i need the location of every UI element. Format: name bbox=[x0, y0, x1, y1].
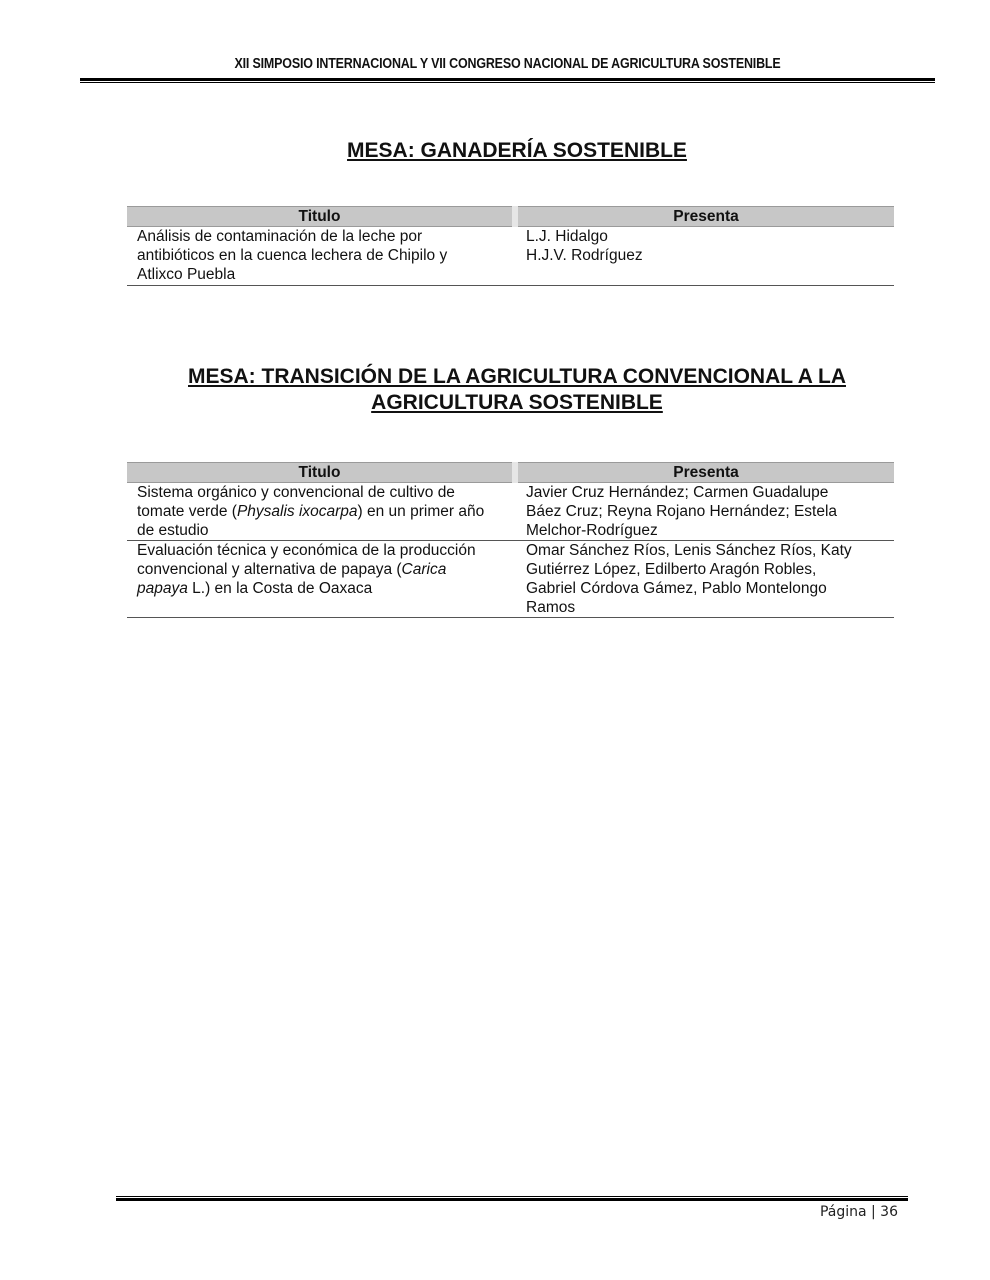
species-name: Physalis ixocarpa bbox=[236, 503, 358, 520]
titulo-line: Sistema orgánico y convencional de cultivo de bbox=[137, 484, 455, 501]
column-header-titulo: Titulo bbox=[127, 463, 515, 483]
cell-presenta bbox=[515, 483, 894, 541]
cell-titulo bbox=[127, 483, 515, 541]
cell-titulo bbox=[127, 541, 515, 618]
titulo-line bbox=[137, 502, 509, 521]
running-header: XII SIMPOSIO INTERNACIONAL Y VII CONGRESO NACIONAL DE AGRICULTURA SOSTENIBLE bbox=[234, 56, 781, 72]
species-name: Carica bbox=[401, 561, 447, 578]
table-row bbox=[127, 541, 894, 618]
titulo-line: Análisis de contaminación de la leche por bbox=[137, 228, 423, 245]
titulo-text: convencional y alternativa de papaya ( bbox=[137, 561, 402, 578]
section-title-line: AGRICULTURA SOSTENIBLE bbox=[371, 391, 663, 414]
titulo-line: Evaluación técnica y económica de la producción bbox=[137, 542, 476, 559]
page-number: Página | 36 bbox=[819, 1204, 898, 1220]
titulo-line bbox=[137, 579, 509, 598]
column-header-titulo: Titulo bbox=[127, 207, 515, 227]
titulo-line: Atlixco Puebla bbox=[137, 266, 236, 283]
titulo-line: de estudio bbox=[137, 522, 209, 539]
table-row bbox=[127, 483, 894, 541]
table-row bbox=[127, 227, 894, 286]
titulo-text: ) en un primer año bbox=[357, 503, 485, 520]
table-transicion bbox=[127, 462, 894, 618]
column-header-presenta: Presenta bbox=[515, 463, 894, 483]
titulo-line: antibióticos en la cuenca lechera de Chipilo y bbox=[137, 247, 448, 264]
header-rule bbox=[80, 78, 935, 84]
presenta-line: H.J.V. Rodríguez bbox=[526, 247, 643, 264]
titulo-text: L.) en la Costa de Oaxaca bbox=[187, 580, 373, 597]
footer-rule bbox=[116, 1196, 908, 1202]
table-header-row bbox=[127, 463, 894, 483]
section-title-transicion bbox=[127, 364, 907, 416]
presenta-line: Gutiérrez López, Edilberto Aragón Robles, bbox=[526, 561, 817, 578]
presenta-line: Melchor-Rodríguez bbox=[526, 522, 658, 539]
cell-presenta bbox=[515, 227, 894, 286]
species-name: papaya bbox=[137, 580, 188, 597]
column-header-presenta: Presenta bbox=[515, 207, 894, 227]
section-title-ganaderia: MESA: GANADERÍA SOSTENIBLE bbox=[347, 139, 687, 162]
cell-presenta bbox=[515, 541, 894, 618]
presenta-line: L.J. Hidalgo bbox=[526, 228, 608, 245]
presenta-line: Báez Cruz; Reyna Rojano Hernández; Estela bbox=[526, 503, 838, 520]
presenta-line: Omar Sánchez Ríos, Lenis Sánchez Ríos, Katy bbox=[526, 542, 852, 559]
titulo-text: tomate verde ( bbox=[137, 503, 237, 520]
titulo-line bbox=[137, 560, 509, 579]
presenta-line: Gabriel Córdova Gámez, Pablo Montelongo bbox=[526, 580, 827, 597]
presenta-line: Javier Cruz Hernández; Carmen Guadalupe bbox=[526, 484, 829, 501]
presenta-line: Ramos bbox=[526, 599, 576, 616]
cell-titulo bbox=[127, 227, 515, 286]
table-header-row bbox=[127, 207, 894, 227]
table-ganaderia bbox=[127, 206, 894, 286]
section-title-line: MESA: TRANSICIÓN DE LA AGRICULTURA CONVENCIONAL A LA bbox=[188, 365, 846, 388]
